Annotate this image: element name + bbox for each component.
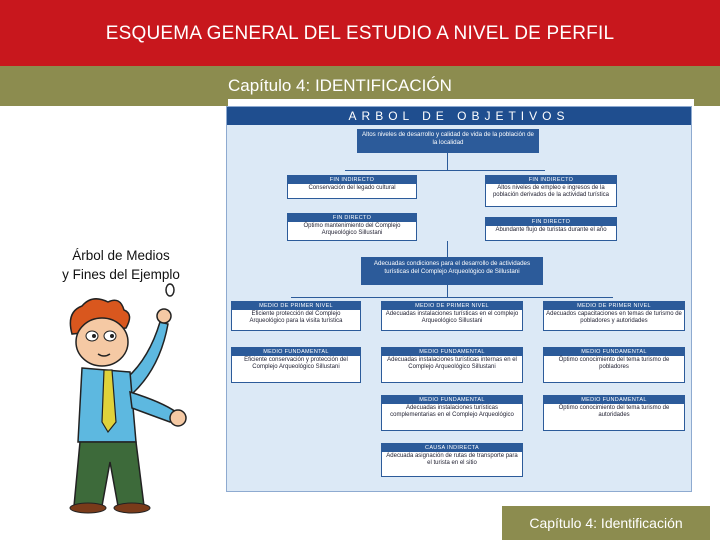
direct-end-box-right (485, 217, 617, 241)
fundamental-means-text: Adecuadas instalaciones turísticas internas en el Complejo Arqueológico Sillustani (387, 357, 517, 370)
fundamental-means-header: MEDIO FUNDAMENTAL (232, 348, 360, 356)
slide-title: ESQUEMA GENERAL DEL ESTUDIO A NIVEL DE PERFIL (0, 0, 720, 66)
indirect-cause-box (381, 443, 523, 477)
connector (447, 285, 448, 297)
fundamental-means-header: MEDIO FUNDAMENTAL (544, 348, 684, 356)
thinking-man-illustration (52, 272, 222, 514)
subtitle-bar (0, 66, 720, 106)
direct-end-text: Óptimo mantenimiento del Complejo Arqueológico Sillustani (303, 223, 401, 236)
fundamental-means-header: MEDIO FUNDAMENTAL (382, 348, 522, 356)
fundamental-means-text: Adecuadas instalaciones turísticas complementarias en el Complejo Arqueológico (390, 405, 514, 418)
indirect-end-header: FIN INDIRECTO (288, 176, 416, 184)
fundamental-means-box (231, 347, 361, 383)
fundamental-means-box (543, 395, 685, 431)
direct-end-text: Abundante flujo de turistas durante el año (495, 227, 607, 233)
fundamental-means-box (381, 347, 523, 383)
connector (291, 297, 613, 298)
first-level-means-box (381, 301, 523, 331)
fundamental-means-header: MEDIO FUNDAMENTAL (382, 396, 522, 404)
indirect-end-text: Conservación del legado cultural (308, 185, 396, 191)
connector (345, 170, 545, 171)
indirect-cause-header: CAUSA INDIRECTA (382, 444, 522, 452)
fundamental-means-box (381, 395, 523, 431)
first-level-means-text: Adecuados capacitaciones en temas de turismo de pobladores y autoridades (546, 311, 682, 324)
fundamental-means-text: Eficiente conservación y protección del Complejo Arqueológico Sillustani (244, 357, 348, 370)
fundamental-means-text: Óptimo conocimiento del tema turismo de pobladores (558, 357, 670, 370)
indirect-end-box-left (287, 175, 417, 199)
indirect-cause-text: Adecuada asignación de rutas de transporte para el turista en el sitio (386, 453, 518, 466)
fundamental-means-text: Óptimo conocimiento del tema turismo de autoridades (558, 405, 670, 418)
indirect-end-header: FIN INDIRECTO (486, 176, 616, 184)
central-objective-box (361, 257, 543, 285)
diagram-title: ARBOL DE OBJETIVOS (227, 107, 691, 125)
chapter-subtitle: Capítulo 4: IDENTIFICACIÓN (228, 76, 452, 95)
first-level-means-header: MEDIO DE PRIMER NIVEL (382, 302, 522, 310)
first-level-means-box (231, 301, 361, 331)
connector (447, 153, 448, 171)
first-level-means-header: MEDIO DE PRIMER NIVEL (544, 302, 684, 310)
final-goal-text: Altos niveles de desarrollo y calidad de vida de la población de la localidad (362, 131, 534, 146)
fundamental-means-box (543, 347, 685, 383)
central-objective-text: Adecuadas condiciones para el desarrollo de actividades turísticas del Complejo Arqueológico de Sillustani (373, 260, 531, 275)
direct-end-header: FIN DIRECTO (486, 218, 616, 226)
footer-chapter-label: Capítulo 4: Identificación (502, 506, 710, 540)
fundamental-means-header: MEDIO FUNDAMENTAL (544, 396, 684, 404)
final-goal-box (357, 129, 539, 153)
subtitle-underlay (228, 99, 694, 106)
first-level-means-text: Adecuadas instalaciones turísticas en el complejo Arqueológico Sillustani (385, 311, 519, 324)
indirect-end-box-right (485, 175, 617, 207)
indirect-end-text: Altos niveles de empleo e ingresos de la población derivados de la actividad turística (492, 185, 610, 198)
caption-line-1: Árbol de Medios (72, 248, 170, 263)
caption-line-2: y Fines del Ejemplo (62, 267, 180, 282)
connector (447, 241, 448, 257)
first-level-means-header: MEDIO DE PRIMER NIVEL (232, 302, 360, 310)
direct-end-box-left (287, 213, 417, 241)
first-level-means-box (543, 301, 685, 331)
objectives-tree-diagram (226, 106, 692, 492)
direct-end-header: FIN DIRECTO (288, 214, 416, 222)
first-level-means-text: Eficiente protección del Complejo Arqueológico para la visita turística (249, 311, 343, 324)
